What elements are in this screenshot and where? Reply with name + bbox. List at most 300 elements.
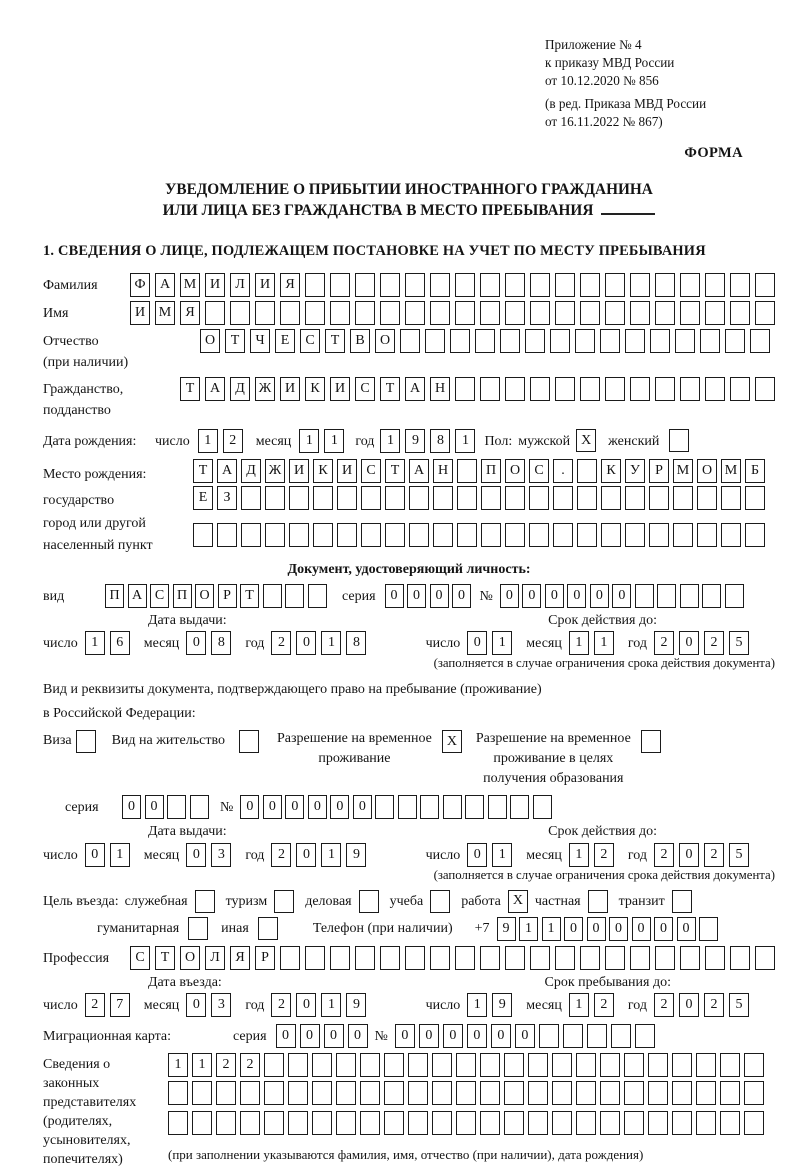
male-label: мужской (518, 434, 571, 450)
char-cell: 0 (452, 584, 471, 608)
char-cell: 9 (346, 843, 366, 867)
char-cell (680, 584, 699, 608)
char-cell (312, 1111, 332, 1135)
year-label: год (355, 434, 375, 450)
char-cell (330, 946, 350, 970)
char-cell (433, 523, 453, 547)
form-title (43, 179, 775, 221)
char-cell: 0 (308, 795, 327, 819)
char-cell (455, 377, 475, 401)
char-cell (600, 1053, 620, 1077)
char-cell (680, 377, 700, 401)
char-cell: 0 (564, 917, 583, 941)
mc-number-cells (395, 1024, 659, 1048)
char-cell (480, 1081, 500, 1105)
char-cell: У (625, 459, 645, 483)
phone-prefix: +7 (474, 920, 490, 936)
char-cell (405, 946, 425, 970)
char-cell (696, 1081, 716, 1105)
purpose-study-checkbox (430, 890, 450, 913)
char-cell (755, 946, 775, 970)
char-cell: 0 (85, 843, 105, 867)
char-cell: Р (218, 584, 237, 608)
char-cell: Д (241, 459, 261, 483)
char-cell (528, 1053, 548, 1077)
char-cell (480, 1053, 500, 1077)
char-cell (745, 523, 765, 547)
char-cell (408, 1081, 428, 1105)
char-cell (312, 1081, 332, 1105)
female-label: женский (608, 434, 660, 450)
form-title-line2: ИЛИ ЛИЦА БЕЗ ГРАЖДАНСТВА В МЕСТО ПРЕБЫВАНИЯ (43, 200, 775, 221)
purpose-transit-checkbox (672, 890, 692, 913)
char-cell: 1 (321, 843, 341, 867)
char-cell (530, 301, 550, 325)
char-cell: 5 (729, 843, 749, 867)
char-cell (505, 946, 525, 970)
profession-label: Профессия (43, 950, 110, 966)
char-cell (280, 946, 300, 970)
expiry-date-heading: Срок действия до: (548, 824, 657, 840)
char-cell: 3 (211, 993, 231, 1017)
char-cell (624, 1053, 644, 1077)
char-cell (457, 459, 477, 483)
char-cell (456, 1053, 476, 1077)
residence-permit-checkbox (239, 730, 259, 753)
char-cell (648, 1081, 668, 1105)
char-cell (432, 1053, 452, 1077)
char-cell (755, 377, 775, 401)
doc-kind-label: вид (43, 588, 65, 604)
char-cell: 1 (110, 843, 130, 867)
annex-reference (545, 36, 760, 131)
char-cell (673, 486, 693, 510)
char-cell: 0 (587, 917, 606, 941)
surname-label: Фамилия (43, 278, 98, 294)
entry-date: число 2 7 месяц 0 3 год 2 0 1 9 (43, 993, 380, 1017)
char-cell (425, 329, 445, 353)
char-cell: Т (385, 459, 405, 483)
char-cell: А (405, 377, 425, 401)
purpose-label: Цель въезда: (43, 893, 119, 909)
char-cell (705, 301, 725, 325)
char-cell (433, 486, 453, 510)
char-cell (725, 584, 744, 608)
char-cell (500, 329, 520, 353)
char-cell (601, 523, 621, 547)
char-cell (635, 1024, 655, 1048)
char-cell (745, 486, 765, 510)
char-cell: И (330, 377, 350, 401)
char-cell: Т (380, 377, 400, 401)
char-cell (525, 329, 545, 353)
char-cell (730, 273, 750, 297)
char-cell: 0 (679, 843, 699, 867)
char-cell: О (375, 329, 395, 353)
char-cell: Т (325, 329, 345, 353)
char-cell (263, 584, 282, 608)
char-cell (216, 1111, 236, 1135)
char-cell: И (337, 459, 357, 483)
residence-doc-intro: Вид и реквизиты документа, подтверждающего право на пребывание (проживание) в Российской Федерации: (43, 682, 542, 722)
char-cell (755, 273, 775, 297)
char-cell (400, 329, 420, 353)
char-cell (355, 946, 375, 970)
char-cell: 1 (569, 843, 589, 867)
char-cell: 1 (569, 993, 589, 1017)
char-cell (360, 1053, 380, 1077)
birth-date-label: Дата рождения: (43, 434, 137, 450)
char-cell (539, 1024, 559, 1048)
mc-number-label: № (374, 1029, 388, 1045)
char-cell: 2 (216, 1053, 236, 1077)
char-cell: 2 (271, 993, 291, 1017)
surname-row (43, 273, 775, 297)
char-cell (505, 486, 525, 510)
char-cell: 1 (594, 631, 614, 655)
char-cell: П (173, 584, 192, 608)
char-cell (755, 301, 775, 325)
char-cell: 0 (467, 843, 487, 867)
char-cell: 0 (285, 795, 304, 819)
char-cell (455, 301, 475, 325)
char-cell: О (505, 459, 525, 483)
char-cell: 1 (198, 429, 218, 453)
char-cell: 2 (594, 993, 614, 1017)
birth-place-rows (193, 459, 775, 553)
char-cell (576, 1053, 596, 1077)
char-cell (605, 377, 625, 401)
identity-doc-heading: Документ, удостоверяющий личность: (287, 562, 531, 578)
char-cell (648, 1111, 668, 1135)
char-cell: Ч (250, 329, 270, 353)
char-cell: 0 (612, 584, 631, 608)
char-cell (552, 1081, 572, 1105)
char-cell: П (481, 459, 501, 483)
char-cell (576, 1081, 596, 1105)
char-cell (550, 329, 570, 353)
char-cell (705, 273, 725, 297)
char-cell (457, 523, 477, 547)
char-cell: С (150, 584, 169, 608)
char-cell (700, 329, 720, 353)
birth-year-cells (380, 429, 480, 453)
char-cell (409, 523, 429, 547)
char-cell: И (255, 273, 275, 297)
forma-label: ФОРМА (684, 145, 743, 161)
char-cell: Н (430, 377, 450, 401)
char-cell (655, 301, 675, 325)
char-cell (657, 584, 676, 608)
purpose-private-checkbox (588, 890, 608, 913)
expiry-date: число 0 1 месяц 1 2 год 2 0 2 5 (426, 843, 763, 867)
char-cell: 2 (654, 631, 674, 655)
char-cell (600, 1081, 620, 1105)
char-cell (696, 1111, 716, 1135)
char-cell (552, 1111, 572, 1135)
char-cell: 0 (263, 795, 282, 819)
char-cell (409, 486, 429, 510)
char-cell: 2 (654, 843, 674, 867)
phone-cells (497, 917, 722, 941)
char-cell (288, 1053, 308, 1077)
birth-place-block (43, 459, 775, 557)
char-cell: М (180, 273, 200, 297)
char-cell (408, 1111, 428, 1135)
char-cell (505, 301, 525, 325)
char-cell: 0 (240, 795, 259, 819)
char-cell (697, 523, 717, 547)
char-cell (555, 273, 575, 297)
char-cell (504, 1111, 524, 1135)
surname-cells (130, 273, 780, 297)
char-cell: М (721, 459, 741, 483)
char-cell (505, 377, 525, 401)
char-cell (405, 301, 425, 325)
char-cell (457, 486, 477, 510)
form-title-line1: УВЕДОМЛЕНИЕ О ПРИБЫТИИ ИНОСТРАННОГО ГРАЖДАНИНА (165, 181, 653, 199)
char-cell: 2 (704, 843, 724, 867)
birth-month-cells (299, 429, 349, 453)
char-cell (721, 486, 741, 510)
char-cell: Р (255, 946, 275, 970)
char-cell (481, 523, 501, 547)
char-cell (635, 584, 654, 608)
char-cell: Ж (265, 459, 285, 483)
char-cell: 0 (515, 1024, 535, 1048)
phone-row (43, 917, 775, 941)
char-cell: Л (230, 273, 250, 297)
char-cell: 1 (85, 631, 105, 655)
purpose-option-label: туризм (225, 893, 268, 909)
residence-series-cells (122, 795, 212, 819)
annex-line: к приказу МВД России (545, 55, 675, 70)
char-cell (744, 1111, 764, 1135)
expiry-date-heading: Срок действия до: (548, 612, 657, 628)
char-cell (580, 946, 600, 970)
char-cell (355, 273, 375, 297)
char-cell: 8 (430, 429, 450, 453)
annex-line: от 16.11.2022 № 867) (545, 114, 663, 129)
char-cell (384, 1111, 404, 1135)
char-cell (361, 523, 381, 547)
char-cell (533, 795, 552, 819)
char-cell: 2 (223, 429, 243, 453)
expiry-note: (заполняется в случае ограничения срока действия документа) (433, 656, 775, 671)
char-cell (672, 1081, 692, 1105)
char-cell (375, 795, 394, 819)
char-cell: И (289, 459, 309, 483)
char-cell (264, 1111, 284, 1135)
char-cell (680, 301, 700, 325)
char-cell: 0 (677, 917, 696, 941)
char-cell (649, 486, 669, 510)
char-cell: 2 (85, 993, 105, 1017)
entry-date-heading: Дата въезда: (148, 974, 222, 990)
issue-date-heading: Дата выдачи: (148, 824, 227, 840)
profession-cells (130, 946, 780, 970)
char-cell (720, 1053, 740, 1077)
purpose-option-label: служебная (124, 893, 188, 909)
char-cell (601, 486, 621, 510)
temp-permit-checkbox: X (442, 730, 462, 753)
char-cell (605, 301, 625, 325)
issue-date: число 1 6 месяц 0 8 год 2 0 1 8 (43, 631, 380, 655)
char-cell (168, 1111, 188, 1135)
char-cell (480, 273, 500, 297)
char-cell (680, 273, 700, 297)
char-cell: 6 (110, 631, 130, 655)
edu-permit-label: Разрешение на временное проживание в целях получения образования (475, 731, 631, 787)
char-cell (241, 523, 261, 547)
char-cell: 1 (168, 1053, 188, 1077)
char-cell (625, 329, 645, 353)
char-cell (624, 1111, 644, 1135)
char-cell: 0 (348, 1024, 368, 1048)
char-cell (555, 377, 575, 401)
char-cell: С (361, 459, 381, 483)
char-cell (285, 584, 304, 608)
purpose-commercial-checkbox (359, 890, 379, 913)
char-cell (430, 946, 450, 970)
female-checkbox (669, 429, 689, 452)
char-cell (672, 1053, 692, 1077)
char-cell (555, 946, 575, 970)
char-cell (289, 486, 309, 510)
char-cell (168, 1081, 188, 1105)
char-cell: 1 (519, 917, 538, 941)
purpose-option-label: учеба (389, 893, 424, 909)
char-cell (336, 1053, 356, 1077)
char-cell (455, 946, 475, 970)
citizenship-row (43, 377, 775, 421)
char-cell: 0 (276, 1024, 296, 1048)
annex-line: от 10.12.2020 № 856 (545, 73, 659, 88)
char-cell (405, 273, 425, 297)
char-cell: 0 (545, 584, 564, 608)
char-cell (625, 523, 645, 547)
birth-place-label: Место рождения: государство город или другой населенный пункт (43, 467, 153, 554)
char-cell: Е (275, 329, 295, 353)
sex-label: Пол: (484, 434, 513, 450)
char-cell: 8 (211, 631, 231, 655)
char-cell: 0 (296, 843, 316, 867)
char-cell (587, 1024, 607, 1048)
purpose-option-label: иная (221, 920, 249, 936)
purpose-option-label: частная (534, 893, 581, 909)
temp-permit-label: Разрешение на временное проживание (276, 731, 432, 767)
char-cell (744, 1081, 764, 1105)
char-cell: 2 (654, 993, 674, 1017)
char-cell: 9 (492, 993, 512, 1017)
char-cell (730, 301, 750, 325)
char-cell: 0 (467, 1024, 487, 1048)
char-cell (167, 795, 186, 819)
purpose-option-label: работа (461, 893, 501, 909)
char-cell: С (130, 946, 150, 970)
residence-dates-headings (43, 823, 775, 841)
stay-until-heading: Срок пребывания до: (544, 974, 671, 990)
visa-checkbox (76, 730, 96, 753)
char-cell: Т (225, 329, 245, 353)
char-cell: 0 (145, 795, 164, 819)
edu-permit-checkbox (641, 730, 661, 753)
char-cell (725, 329, 745, 353)
char-cell (600, 329, 620, 353)
char-cell: 1 (321, 631, 341, 655)
char-cell: Л (205, 946, 225, 970)
char-cell: 0 (300, 1024, 320, 1048)
char-cell (605, 273, 625, 297)
char-cell (576, 1111, 596, 1135)
char-cell (611, 1024, 631, 1048)
char-cell: 0 (467, 631, 487, 655)
stay-until-date: число 1 9 месяц 1 2 год 2 0 2 5 (426, 993, 763, 1017)
char-cell (705, 377, 725, 401)
char-cell: 0 (500, 584, 519, 608)
purpose-other-checkbox (258, 917, 278, 940)
char-cell (264, 1081, 284, 1105)
char-cell (530, 273, 550, 297)
char-cell: 5 (729, 993, 749, 1017)
char-cell: К (313, 459, 333, 483)
residence-permit-label: Вид на жительство (111, 733, 225, 749)
char-cell: О (195, 584, 214, 608)
char-cell: М (673, 459, 693, 483)
char-cell: Т (180, 377, 200, 401)
annex-line: (в ред. Приказа МВД России (545, 96, 707, 111)
char-cell (504, 1053, 524, 1077)
char-cell (255, 301, 275, 325)
migration-card-row (43, 1024, 775, 1048)
entry-dates-headings (43, 974, 775, 992)
doc-number-label: № (479, 588, 493, 604)
char-cell: 0 (443, 1024, 463, 1048)
char-cell: 1 (492, 631, 512, 655)
char-cell: 0 (324, 1024, 344, 1048)
char-cell: 2 (271, 843, 291, 867)
char-cell (580, 301, 600, 325)
representatives-label: Сведения о законных представителях (родителях, усыновителях, попечителях) (43, 1057, 137, 1168)
char-cell: 2 (704, 631, 724, 655)
char-cell: 0 (632, 917, 651, 941)
char-cell (529, 486, 549, 510)
char-cell (280, 301, 300, 325)
char-cell (630, 301, 650, 325)
char-cell (289, 523, 309, 547)
char-cell: Я (230, 946, 250, 970)
purpose-tourism-checkbox (274, 890, 294, 913)
char-cell (475, 329, 495, 353)
male-checkbox: X (576, 429, 596, 452)
char-cell: А (128, 584, 147, 608)
char-cell: 0 (407, 584, 426, 608)
char-cell (530, 377, 550, 401)
representatives-line3 (168, 1111, 768, 1135)
char-cell (705, 946, 725, 970)
char-cell (530, 946, 550, 970)
char-cell (504, 1081, 524, 1105)
purpose-business-checkbox (195, 890, 215, 913)
char-cell: О (697, 459, 717, 483)
char-cell (510, 795, 529, 819)
purpose-work-checkbox: X (508, 890, 528, 913)
day-label: число (155, 434, 190, 450)
char-cell: 9 (405, 429, 425, 453)
char-cell: Ф (130, 273, 150, 297)
birth-place-line1 (193, 459, 769, 483)
given-name-label: Имя (43, 306, 69, 322)
